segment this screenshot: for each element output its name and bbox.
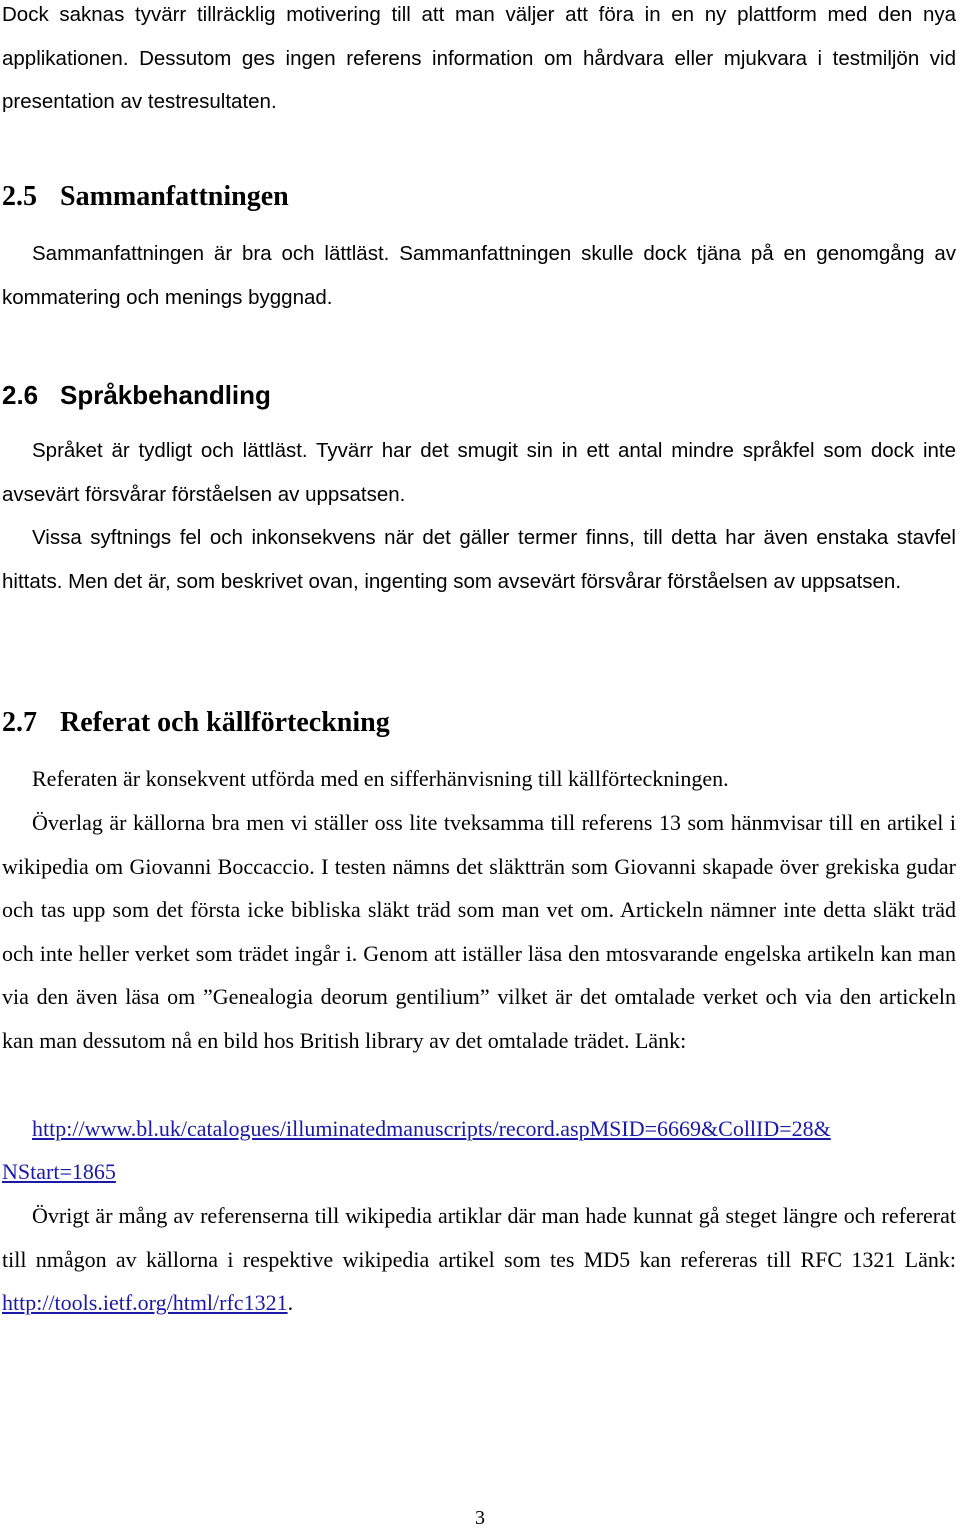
section-2-7-text: Referaten är konsekvent utförda med en sifferhänvisning till källförteckningen.: [32, 766, 729, 791]
british-library-link-continued[interactable]: NStart=1865: [2, 1159, 116, 1184]
section-2-6-text: Språket är tydligt och lättläst. Tyvärr har det smugit sin in ett antal mindre språkfel som dock inte avsevärt försvårar förståelsen av uppsatsen.: [2, 439, 956, 506]
section-2-5-text: Sammanfattningen är bra och lättläst. Sammanfattningen skulle dock tjäna på en genomgång av kommatering och menings byggnad.: [2, 242, 956, 309]
page-number: 3: [475, 1507, 485, 1529]
british-library-link[interactable]: http://www.bl.uk/catalogues/illuminatedmanuscripts/record.aspMSID=6669&CollID=28&: [32, 1116, 831, 1141]
section-2-7-text-3: Övrigt är mång av referenserna till wikipedia artiklar där man hade kunnat gå steget längre och refererat till nmågon av källorna i respektive wikipedia artikel som tes MD5 kan refereras till RFC 1321 Länk:: [2, 1203, 956, 1272]
section-heading-2-7: [2, 706, 390, 740]
section-title: Sammanfattningen: [60, 181, 289, 212]
section-2-7-paragraph: [2, 757, 956, 801]
section-number: 2.6: [2, 380, 39, 410]
section-2-5-paragraph: [2, 232, 956, 319]
section-heading-2-6: [2, 378, 271, 412]
reference-link-line-2: [2, 1150, 956, 1194]
section-number: 2.5: [2, 181, 37, 212]
intro-paragraph: [2, 0, 956, 124]
reference-link-line-1: [2, 1107, 956, 1151]
section-2-6-text-2: Vissa syftnings fel och inkonsekvens när det gäller termer finns, till detta har även enstaka stavfel hittats. Men det är, som beskrivet ovan, ingenting som avsevärt försvårar förståelsen av uppsatsen.: [2, 526, 956, 593]
rfc1321-link[interactable]: http://tools.ietf.org/html/rfc1321: [2, 1290, 288, 1315]
section-2-6-paragraph-2: [2, 516, 956, 603]
section-2-6-paragraph: [2, 429, 956, 516]
section-heading-2-5: [2, 180, 289, 214]
section-2-7-text-2: Överlag är källorna bra men vi ställer oss lite tveksamma till referens 13 som hänmvisar till en artikel i wikipedia om Giovanni Boccaccio. I testen nämns det släktträn som Giovanni skapade över grekiska gudar och tas upp som det första icke bibliska släkt träd som man vet om. Artickeln nämner inte detta släkt träd och inte heller verket som trädet ingår i. Genom att iställer läsa den mtosvarande engelska artikeln kan man via den även läsa om ”Genealogia deorum gentilium” vilket är det omtalade verket och via den artickeln kan man dessutom nå en bild hos British library av det omtalade trädet. Länk:: [2, 810, 956, 1053]
section-2-7-paragraph-3: [2, 1194, 956, 1325]
section-2-7-text-3-end: .: [287, 1290, 294, 1315]
section-2-7-paragraph-2: [2, 801, 956, 1062]
section-title: Referat och källförteckning: [60, 707, 390, 738]
intro-text: Dock saknas tyvärr tillräcklig motivering till att man väljer att föra in en ny plattform med den nya applikationen. Dessutom ges ingen referens information om hårdvara eller mjukvara i testmiljön vid presentation av testresultaten.: [2, 3, 956, 113]
section-number: 2.7: [2, 707, 37, 738]
section-title: Språkbehandling: [60, 380, 271, 410]
